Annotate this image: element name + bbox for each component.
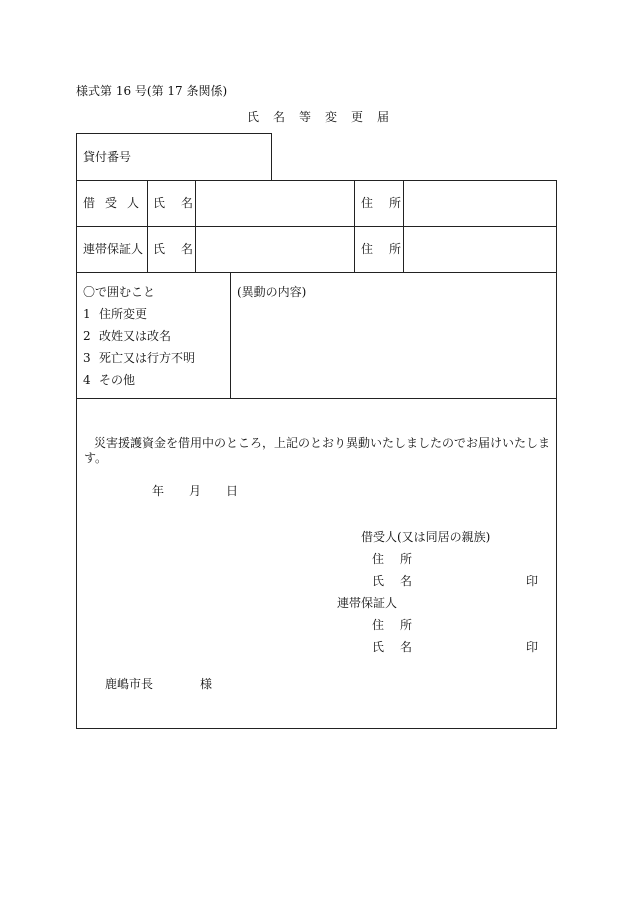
guarantor-address-field[interactable]: [405, 228, 555, 271]
declaration-text: 災害援護資金を借用中のところ，上記のとおり異動いたしましたのでお届けいたします。: [84, 436, 551, 465]
column-divider: [354, 180, 355, 273]
change-item[interactable]: [83, 373, 135, 387]
borrower-seal-mark: 印: [526, 574, 539, 588]
date-day: 日: [226, 484, 239, 498]
guarantor-name-label: 氏名: [153, 242, 210, 256]
borrower-sign-address-label: 住所: [372, 552, 429, 566]
guarantor-label: 連帯保証人: [83, 242, 144, 256]
guarantor-sign-address-label: 住所: [372, 618, 429, 632]
change-item-label: その他: [99, 373, 136, 387]
change-item-label: 住所変更: [99, 307, 148, 321]
form-number: 様式第 16 号(第 17 条関係): [76, 84, 228, 98]
row-divider: [76, 226, 557, 227]
guarantor-name-field[interactable]: [197, 228, 353, 271]
borrower-sign-heading: 借受人(又は同居の親族): [361, 530, 491, 544]
borrower-sign-name-label: 氏名: [372, 574, 429, 588]
loan-number-label: 貸付番号: [83, 150, 132, 164]
row-divider: [76, 272, 557, 273]
change-details-label: (異動の内容): [237, 285, 307, 299]
change-item[interactable]: [83, 351, 195, 365]
guarantor-address-label: 住所: [361, 242, 418, 256]
column-divider: [147, 180, 148, 273]
guarantor-sign-heading: 連帯保証人: [337, 596, 398, 610]
borrower-name-label: 氏名: [153, 196, 210, 210]
borrower-address-field[interactable]: [405, 182, 555, 225]
change-item[interactable]: [83, 307, 147, 321]
form-title: 氏名等変更届: [247, 110, 404, 124]
date-year: 年: [152, 484, 165, 498]
borrower-name-field[interactable]: [197, 182, 353, 225]
recipient-honorific: 様: [200, 677, 213, 691]
change-item-label: 改姓又は改名: [99, 329, 172, 343]
row-divider: [76, 398, 557, 399]
column-divider: [230, 272, 231, 399]
change-item-number: 4: [83, 373, 91, 387]
guarantor-seal-mark: 印: [526, 640, 539, 654]
column-divider: [403, 180, 404, 273]
date-month: 月: [189, 484, 202, 498]
change-details-field[interactable]: [232, 300, 555, 396]
change-item-number: 2: [83, 329, 91, 343]
change-item-number: 1: [83, 307, 91, 321]
change-item[interactable]: [83, 329, 171, 343]
borrower-address-label: 住所: [361, 196, 418, 210]
column-divider: [195, 180, 196, 273]
change-item-label: 死亡又は行方不明: [99, 351, 196, 365]
change-item-number: 3: [83, 351, 91, 365]
recipient-name: 鹿嶋市長: [105, 677, 154, 691]
borrower-label: 借受人: [83, 196, 150, 210]
guarantor-sign-name-label: 氏名: [372, 640, 429, 654]
change-instruction: 〇で囲むこと: [83, 285, 156, 299]
